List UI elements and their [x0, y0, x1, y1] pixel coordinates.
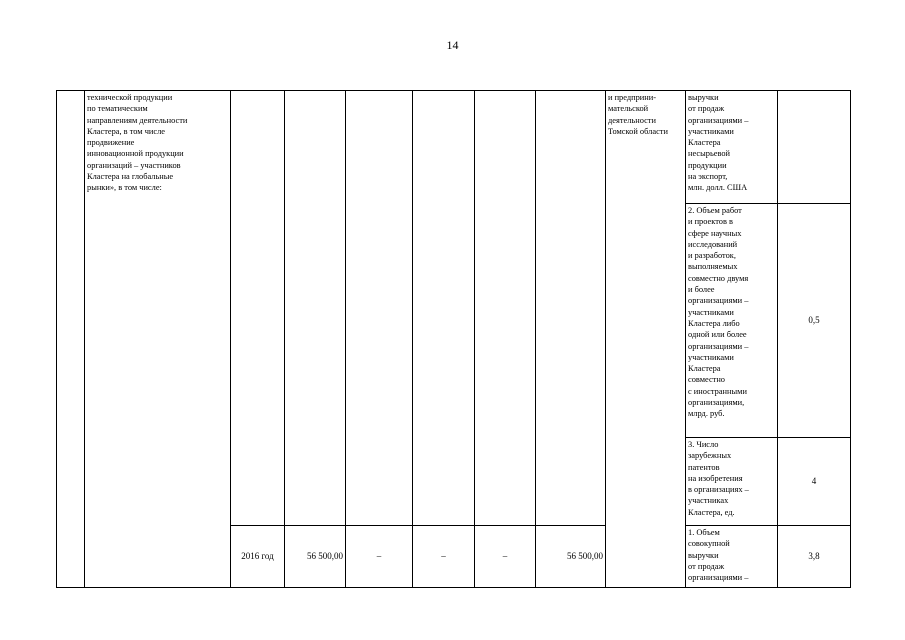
extra-funding-cell: 56 500,00 — [536, 526, 606, 588]
regional-funding-cell: – — [413, 526, 475, 588]
page-number: 14 — [446, 38, 459, 52]
indicator-value-cell: 4 — [778, 438, 851, 526]
total-funding-cell: 56 500,00 — [285, 526, 346, 588]
executors-cell: и предприни- мательской деятельности Томской области — [606, 91, 686, 588]
year-cell: 2016 год — [231, 526, 285, 588]
year-cell-empty — [231, 91, 285, 526]
local-cell-empty — [475, 91, 536, 526]
row-number-cell — [57, 91, 85, 588]
extra-cell-empty — [536, 91, 606, 526]
indicator-name-cell: 3. Число зарубежных патентов на изобретения в организациях – участниках Кластера, ед. — [686, 438, 778, 526]
indicator-value-cell: 3,8 — [778, 526, 851, 588]
measure-name-cell: технической продукции по тематическим направлениям деятельности Кластера, в том числе продвижение инновационной продукции организаций – участников Кластера на глобальные рынки», в том числе: — [85, 91, 231, 588]
indicator-name-cell: 1. Объем совокупной выручки от продаж организациями – — [686, 526, 778, 588]
local-funding-cell: – — [475, 526, 536, 588]
indicator-name-cell: 2. Объем работ и проектов в сфере научных исследований и разработок, выполняемых совместно двумя и более организациями – участниками Кластера либо одной или более организациями – участниками Кластера совместно с иностранными организациями, млрд. руб. — [686, 204, 778, 438]
indicator-value-cell — [778, 91, 851, 204]
indicator-name-cell: выручки от продаж организациями – участниками Кластера несырьевой продукции на экспорт, млн. долл. США — [686, 91, 778, 204]
federal-funding-cell: – — [346, 526, 413, 588]
measures-table — [56, 90, 851, 588]
federal-cell-empty — [346, 91, 413, 526]
total-cell-empty — [285, 91, 346, 526]
regional-cell-empty — [413, 91, 475, 526]
indicator-value-cell: 0,5 — [778, 204, 851, 438]
table-row — [57, 91, 851, 204]
